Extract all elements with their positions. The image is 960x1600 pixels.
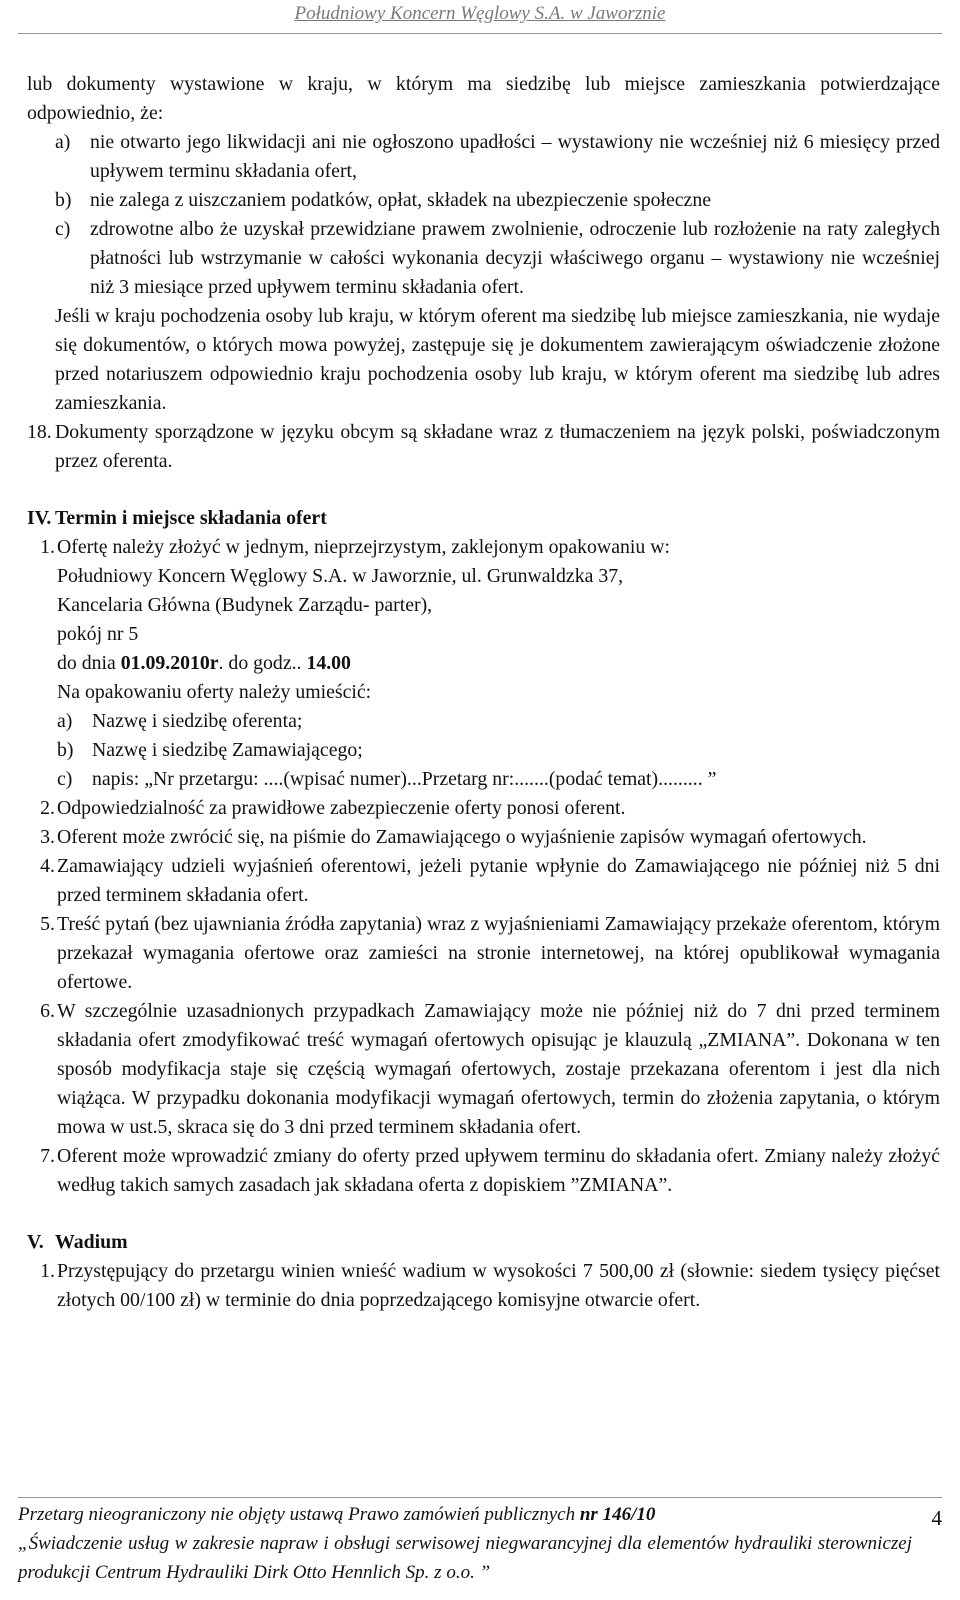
item-18: 18. Dokumenty sporządzone w języku obcym są składane wraz z tłumaczeniem na język polski, poświadczonym przez oferenta.: [27, 421, 940, 472]
running-header: Południowy Koncern Węglowy S.A. w Jaworznie: [294, 3, 666, 24]
package-item-b: b) Nazwę i siedzibę Zamawiającego;: [57, 739, 363, 761]
document-body: [27, 70, 940, 1315]
section-iv-item-4: 4. Zamawiający udzieli wyjaśnień oferentowi, jeżeli pytanie wpłynie do Zamawiającego nie później niż 5 dni przed terminem składania ofert.: [40, 855, 940, 906]
page-number: 4: [931, 1506, 942, 1530]
intro-paragraph: lub dokumenty wystawione w kraju, w którym ma siedzibę lub miejsce zamieszkania potwierdzające odpowiednio, że:: [27, 73, 940, 124]
section-iv-item-1: 1. Ofertę należy złożyć w jednym, nieprzejrzystym, zaklejonym opakowaniu w: Południowy Koncern Węglowy S.A. w Jaworznie, ul. Grunwaldzka 37, Kancelaria Główna (Budynek Zarządu- parter), pokój nr 5 do dnia 01.09.2010r. do godz.. 14.00 Na opakowaniu oferty należy umieścić: a) Nazwę i siedzibę oferenta; b) Nazwę i siedzibę Zamawiającego; c) napis: „Nr przetargu: ....(wpisać numer)...Przetarg nr:.......(podać temat)......... ”: [27, 533, 940, 794]
running-footer: [18, 1500, 942, 1587]
footer-rule: [18, 1497, 942, 1498]
section-iv-item-5: 5. Treść pytań (bez ujawniania źródła zapytania) wraz z wyjaśnieniami Zamawiający przekaże oferentom, którym przekazał wymagania ofertowe oraz zamieści na stronie internetowej, na której opublikował wymagania ofertowe.: [40, 913, 940, 993]
intro-item-a: a) nie otwarto jego likwidacji ani nie ogłoszono upadłości – wystawiony nie wcześniej niż 6 miesięcy przed upływem terminu składania ofert,: [55, 131, 940, 182]
section-iv-item-6: 6. W szczególnie uzasadnionych przypadkach Zamawiający może nie później niż do 7 dni przed terminem składania ofert zmodyfikować treść wymagań ofertowych opisując je klauzulą „ZMIANA”. Dokonana w ten sposób modyfikacja staje się częścią wymagań ofertowych, zostaje przekazana oferentom i jest dla nich wiążąca. W przypadku dokonania modyfikacji wymagań ofertowych, termin do złożenia zapytania, o którym mowa w ust.5, skraca się do 3 dni przed terminem składania ofert.: [40, 1000, 940, 1138]
tender-number: nr 146/10: [579, 1504, 656, 1525]
deadline-line: do dnia 01.09.2010r. do godz.. 14.00: [57, 652, 351, 674]
header-rule: [18, 33, 942, 34]
section-v-item-1: 1. Przystępujący do przetargu winien wnieść wadium w wysokości 7 500,00 zł (słownie: siedem tysięcy pięćset złotych 00/100 zł) w terminie do dnia poprzedzającego komisyjne otwarcie ofert.: [40, 1260, 940, 1311]
footer-line-2: „Świadczenie usług w zakresie napraw i obsługi serwisowej niegwarancyjnej dla elementów hydrauliki sterowniczej produkcji Centrum Hydrauliki Dirk Otto Hennlich Sp. z o.o. ”: [18, 1533, 912, 1583]
section-iv-item-3: 3. Oferent może zwrócić się, na piśmie do Zamawiającego o wyjaśnienie zapisów wymagań ofertowych.: [40, 826, 867, 848]
footer-line-1: Przetarg nieograniczony nie objęty ustawą Prawo zamówień publicznych nr 146/10: [18, 1504, 656, 1525]
deadline-date: 01.09.2010r: [120, 652, 219, 674]
deadline-time: 14.00: [306, 652, 351, 674]
intro-item-c: c) zdrowotne albo że uzyskał przewidziane prawem zwolnienie, odroczenie lub rozłożenie na raty zaległych płatności lub wstrzymanie w całości wykonania decyzji właściwego organu – wystawiony nie wcześniej niż 3 miesiące przed upływem terminu składania ofert.: [55, 218, 940, 298]
section-iv-heading: IV. Termin i miejsce składania ofert: [27, 507, 327, 529]
package-item-c: c) napis: „Nr przetargu: ....(wpisać numer)...Przetarg nr:.......(podać temat)......... ”: [57, 768, 717, 790]
section-iv-item-7: 7. Oferent może wprowadzić zmiany do oferty przed upływem terminu do składania ofert. Zmiany należy złożyć według takich samych zasadach jak składana oferta z dopiskiem ”ZMIANA”.: [40, 1145, 940, 1196]
intro-closing: Jeśli w kraju pochodzenia osoby lub kraju, w którym oferent ma siedzibę lub miejsce zamieszkania, nie wydaje się dokumentów, o których mowa powyżej, zastępuje się je dokumentem zawierającym oświadczenie złożone przed notariuszem odpowiednio kraju pochodzenia osoby lub kraju, w którym oferent ma siedzibę lub adres zamieszkania.: [55, 305, 940, 414]
section-v-heading: V. Wadium: [27, 1231, 128, 1253]
intro-item-b: b) nie zalega z uiszczaniem podatków, opłat, składek na ubezpieczenie społeczne: [55, 189, 711, 211]
package-item-a: a) Nazwę i siedzibę oferenta;: [57, 710, 303, 732]
section-iv-item-2: 2. Odpowiedzialność za prawidłowe zabezpieczenie oferty ponosi oferent.: [40, 797, 626, 819]
